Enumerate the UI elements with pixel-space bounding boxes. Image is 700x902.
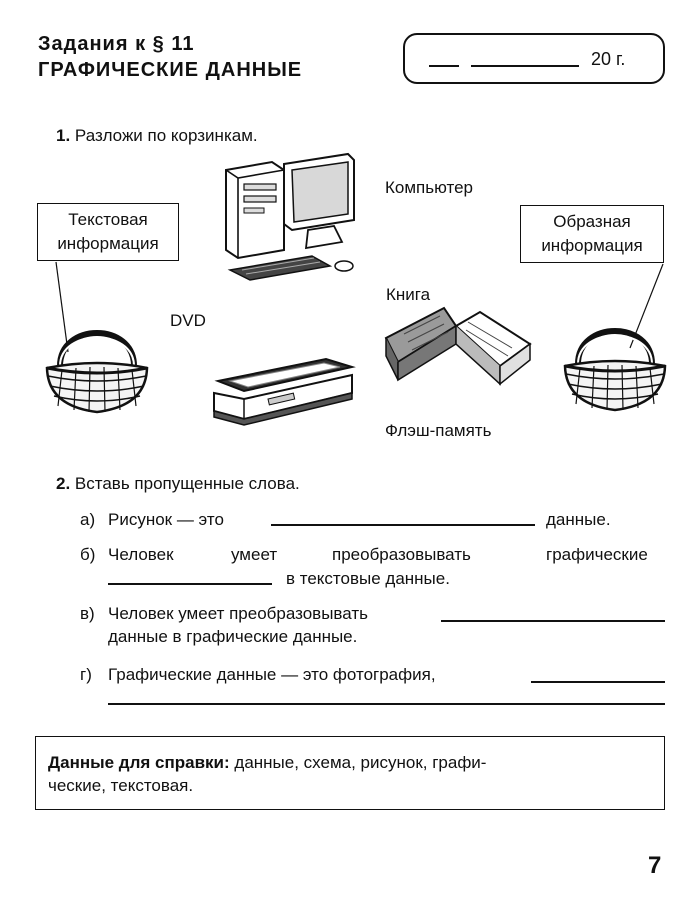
item-computer-label[interactable]: Компьютер xyxy=(385,178,473,197)
task2a-blank[interactable] xyxy=(271,524,535,526)
reference-words-2: ческие, текстовая. xyxy=(48,776,194,795)
basket-left-label-line1: Текстовая xyxy=(68,210,148,229)
task2v-blank[interactable] xyxy=(441,620,665,622)
item-book-label[interactable]: Книга xyxy=(386,285,431,304)
task2v-letter: в) xyxy=(80,604,95,623)
basket-right-label-line2: информация xyxy=(541,236,643,255)
page-title-line1: Задания к § 11 xyxy=(38,33,195,55)
task2a-after: данные. xyxy=(546,510,611,529)
item-dvd-label[interactable]: DVD xyxy=(170,311,206,330)
task1-number: 1. xyxy=(56,126,71,145)
task2b-word2: умеет xyxy=(231,545,278,564)
task2b-line2: в текстовые данные. xyxy=(286,569,450,588)
task2g-line1: Графические данные — это фотография, xyxy=(108,665,436,684)
task2g-letter: г) xyxy=(80,665,92,684)
basket-right-icon[interactable] xyxy=(560,320,670,412)
task2b-letter: б) xyxy=(80,545,96,564)
page-title-line2: ГРАФИЧЕСКИЕ ДАННЫЕ xyxy=(38,59,303,81)
task2b-blank[interactable] xyxy=(108,583,272,585)
task2-text: Вставь пропущенные слова. xyxy=(74,474,300,493)
scanner-icon[interactable] xyxy=(208,353,358,429)
computer-icon[interactable] xyxy=(222,152,362,282)
task2a-letter: а) xyxy=(80,510,96,529)
basket-right-label-line1: Образная xyxy=(553,212,631,231)
task2a-before: Рисунок — это xyxy=(108,510,224,529)
item-flash-label[interactable]: Флэш-память xyxy=(385,421,492,440)
task2b-word1: Человек xyxy=(108,545,174,564)
basket-left-label-line2: информация xyxy=(57,234,159,253)
task2g-blank2[interactable] xyxy=(108,703,665,705)
date-year-suffix: 20 г. xyxy=(591,49,626,69)
task2-prompt xyxy=(56,474,300,494)
basket-left-icon[interactable] xyxy=(42,322,152,414)
task1-text: Разложи по корзинкам. xyxy=(74,126,258,145)
page-number: 7 xyxy=(648,852,662,879)
reference-label: Данные для справки: xyxy=(48,753,230,772)
reference-box xyxy=(35,736,665,810)
task2b-word4: графические xyxy=(546,545,648,564)
task2v-line1: Человек умеет преобразовывать xyxy=(108,604,368,623)
task2-number: 2. xyxy=(56,474,71,493)
task2g-blank1[interactable] xyxy=(531,681,665,683)
task2v-line2: данные в графические данные. xyxy=(108,627,358,646)
reference-line1 xyxy=(48,753,486,773)
reference-words-1: данные, схема, рисунок, графи- xyxy=(234,753,487,772)
task2b-word3: преобразовывать xyxy=(332,545,471,564)
book-icon[interactable] xyxy=(384,304,534,390)
